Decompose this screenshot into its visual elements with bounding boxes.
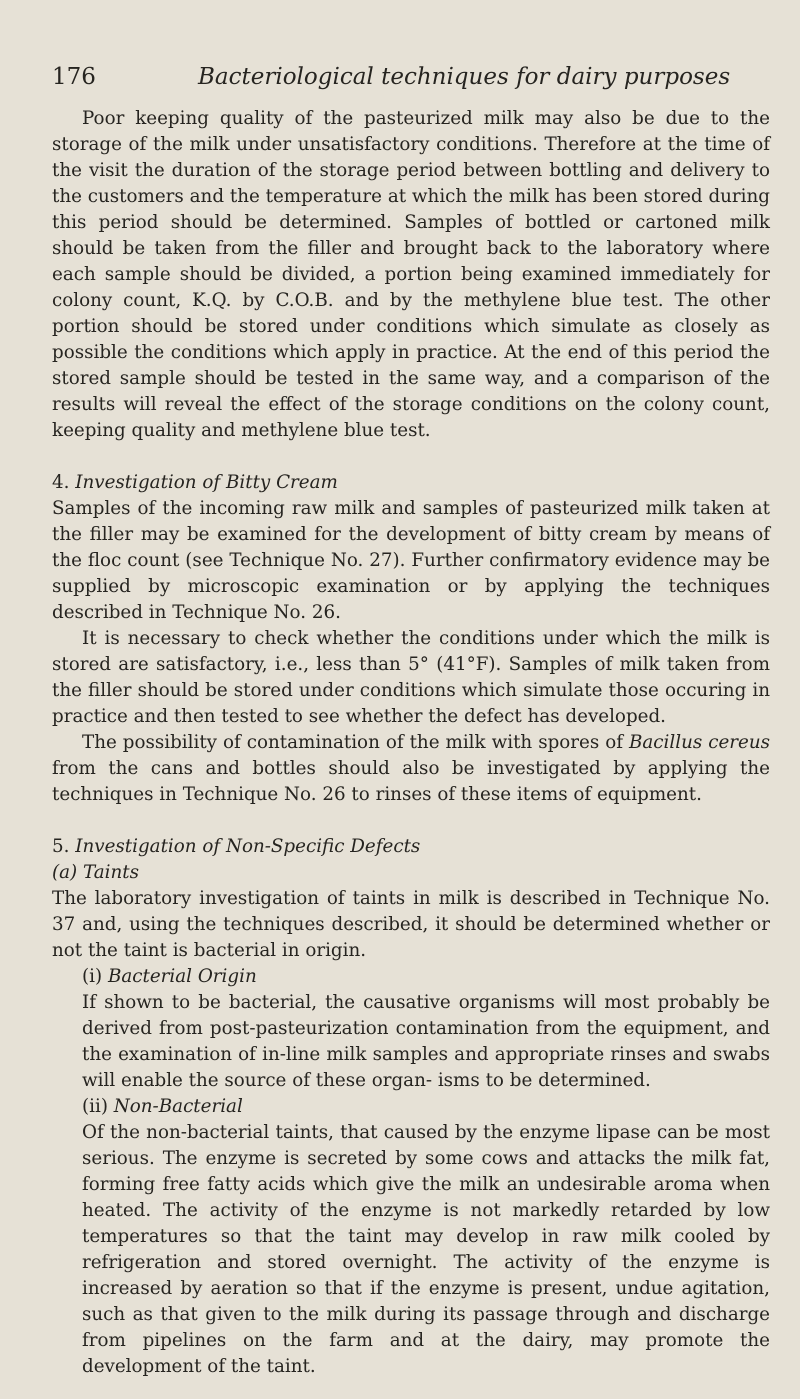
paragraph-keeping-quality: Poor keeping quality of the pasteurized milk may also be due to the storage of the milk under unsatisfactory conditions. Therefore at the time of the visit the duration of the storage period between bottling and delivery to the customers and the temperature at which the milk has been stored during this period should be determined. Samples of bottled or cartoned milk should be taken from the filler and brought back to the laboratory where each sample should be divided, a portion being examined immediately for colony count, K.Q. by C.O.B. and by the methylene blue test. The other portion should be stored under conditions which simulate as closely as possible the conditions which apply in practice. At the end of this period the stored sample should be tested in the same way, and a comparison of the results will reveal the effect of the storage conditions on the colony count, keeping quality and methylene blue test. <box>52 108 770 441</box>
subsection-title: Taints <box>82 862 140 883</box>
paragraph-taints: The laboratory investigation of taints in milk is described in Technique No. 37 and, using the techniques described, it should be determined whether or not the taint is bacterial in origin. <box>52 888 770 961</box>
section-title: Investigation of Bitty Cream <box>75 472 338 493</box>
section-spacer <box>52 444 770 470</box>
subsection-title: Non-Bacterial <box>113 1096 243 1117</box>
paragraph-bitty-cream-samples: Samples of the incoming raw milk and samples of pasteurized milk taken at the filler may be examined for the development of bitty cream by means of the floc count (see Technique No. 27). Further confirmatory evidence may be supplied by microscopic examination or by applying the techniques described in Technique No. 26. <box>52 498 770 623</box>
subsection-a-heading <box>52 860 770 886</box>
nested-subsections <box>82 964 770 1380</box>
page-header <box>52 64 760 94</box>
running-title: Bacteriological techniques for dairy purposes <box>198 64 731 90</box>
paragraph-bacillus-cereus <box>52 730 770 808</box>
subsection-ii-heading <box>82 1094 770 1120</box>
species-name: Bacillus cereus <box>628 732 770 753</box>
subsection-title: Bacterial Origin <box>107 966 257 987</box>
section-number: 4. <box>52 472 70 493</box>
text-run: from the cans and bottles should also be investigated by applying the techniques in Technique No. 26 to rinses of these items of equipment. <box>52 758 770 805</box>
subsection-i-heading <box>82 964 770 990</box>
page-body <box>52 106 770 1380</box>
subsection-label: (a) <box>52 862 78 883</box>
section-4-heading <box>52 470 770 496</box>
paragraph-storage-check: It is necessary to check whether the conditions under which the milk is stored are satisfactory, i.e., less than 5° (41°F). Samples of milk taken from the filler should be stored under conditions which simulate those occuring in practice and then tested to see whether the defect has developed. <box>52 628 770 727</box>
section-number: 5. <box>52 836 70 857</box>
page-number: 176 <box>52 64 96 90</box>
section-title: Investigation of Non-Specific Defects <box>75 836 421 857</box>
text-run: The possibility of contamination of the milk with spores of <box>82 732 629 753</box>
section-5-heading <box>52 834 770 860</box>
subsection-label: (i) <box>82 966 103 987</box>
paragraph-non-bacterial: Of the non-bacterial taints, that caused by the enzyme lipase can be most serious. The enzyme is secreted by some cows and attacks the milk fat, forming free fatty acids which give the milk an undesirable aroma when heated. The activity of the enzyme is not markedly retarded by low temperatures so that the taint may develop in raw milk cooled by refrigeration and stored overnight. The activity of the enzyme is increased by aeration so that if the enzyme is present, undue agitation, such as that given to the milk during its passage through and discharge from pipelines on the farm and at the dairy, may promote the development of the taint. <box>82 1122 770 1377</box>
section-spacer <box>52 808 770 834</box>
paragraph-bacterial-origin: If shown to be bacterial, the causative organisms will most probably be derived from post-pasteurization contamination from the equipment, and the examination of in-line milk samples and appropriate rinses and swabs will enable the source of these organ- isms to be determined. <box>82 992 770 1091</box>
subsection-label: (ii) <box>82 1096 108 1117</box>
